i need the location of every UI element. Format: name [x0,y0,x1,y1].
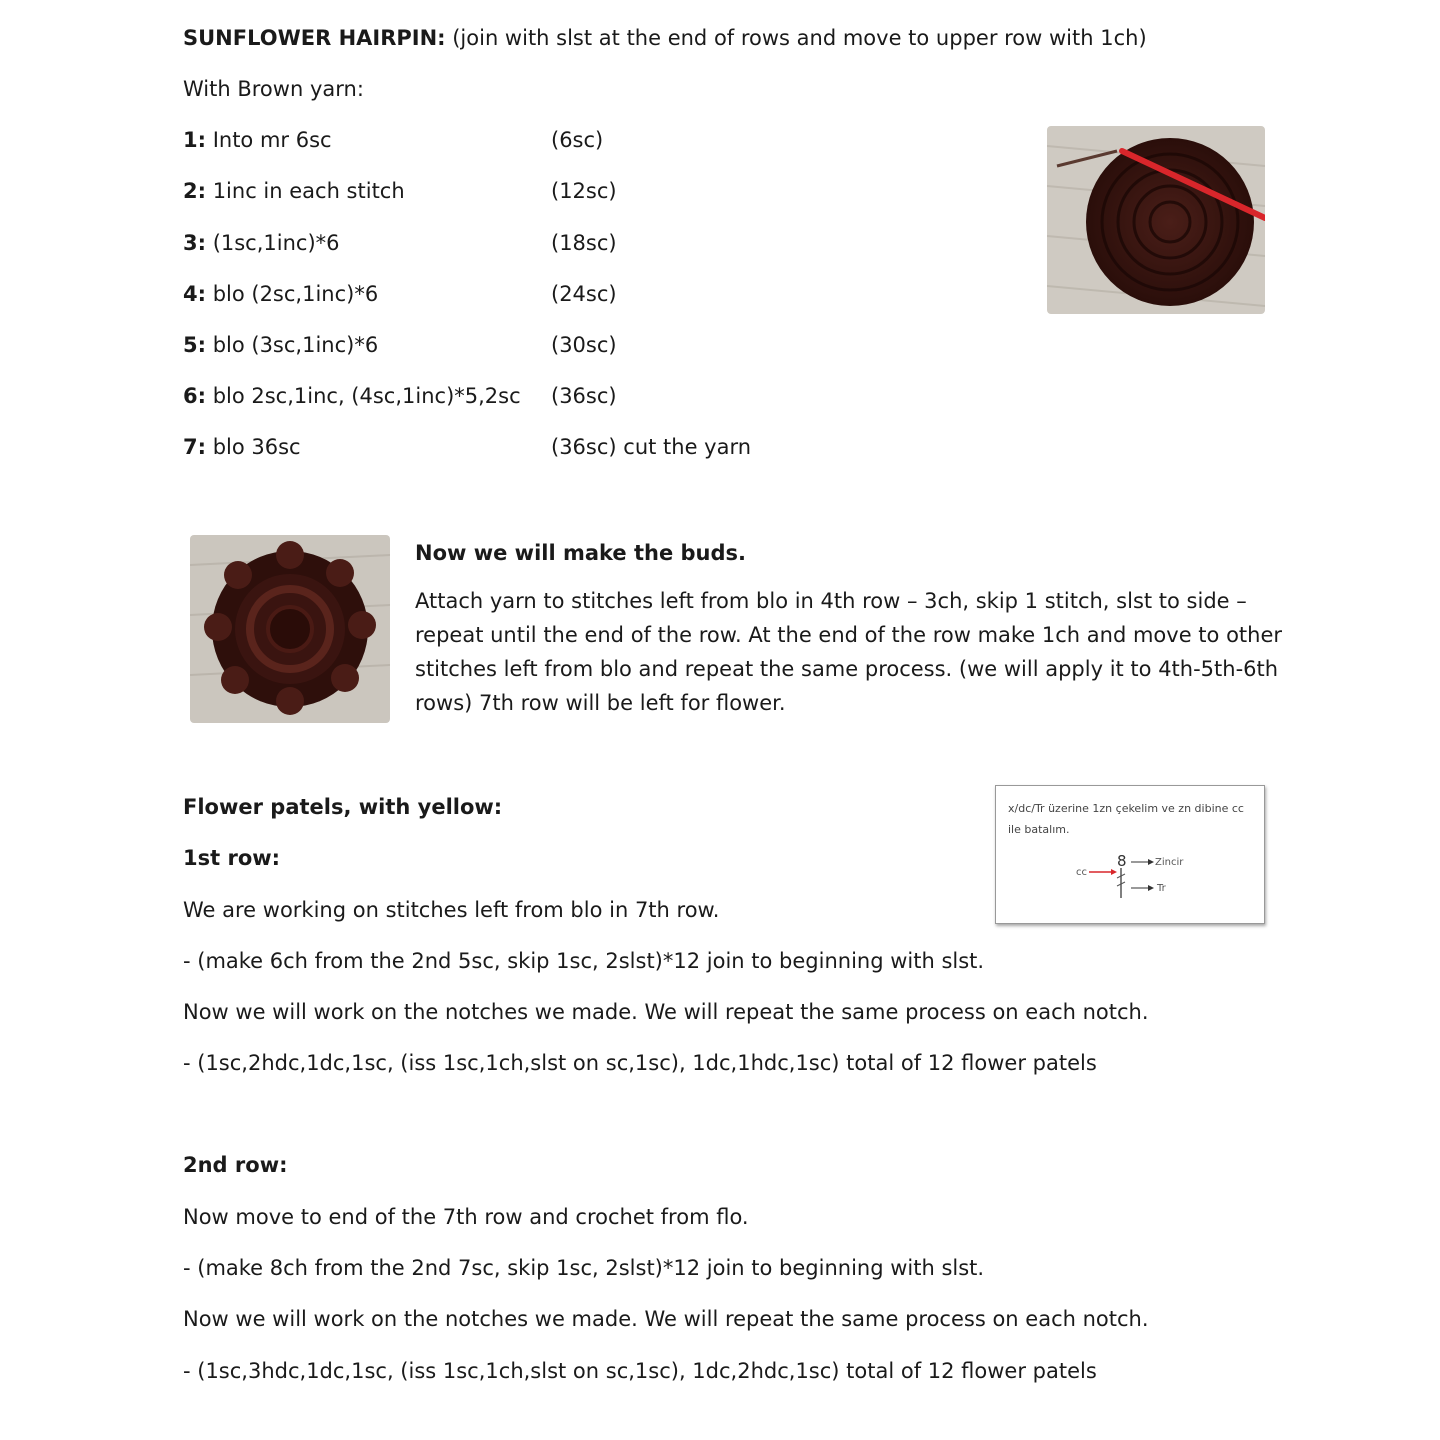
diagram-label-zincir: Zincir [1155,857,1184,868]
title-heading: SUNFLOWER HAIRPIN: [183,26,446,50]
pattern-row-3: 3: (1sc,1inc)*6 (18sc) [183,231,617,255]
row1-line: - (make 6ch from the 2nd 5sc, skip 1sc, 2slst)*12 join to beginning with slst. [183,949,985,973]
intro-text: With Brown yarn: [183,77,364,101]
row-result: (6sc) [551,128,604,152]
pattern-row-7: 7: blo 36sc (36sc) cut the yarn [183,435,752,459]
row2-line: Now we will work on the notches we made. We will repeat the same process on each notch. [183,1307,1149,1331]
pattern-row-4: 4: blo (2sc,1inc)*6 (24sc) [183,282,617,306]
diagram-label-tr: Tr [1157,883,1166,894]
row2-line: - (make 8ch from the 2nd 7sc, skip 1sc, 2slst)*12 join to beginning with slst. [183,1256,985,1280]
diagram-caption: x/dc/Tr üzerine 1zn çekelim ve zn dibine cc ile batalım. [1008,802,1244,836]
bud-flower-photo [190,535,390,723]
petals-heading: Flower patels, with yellow: [183,795,503,819]
row-result: (12sc) [551,179,617,203]
pattern-row-1: 1: Into mr 6sc (6sc) [183,128,604,152]
title-note: (join with slst at the end of rows and move to upper row with 1ch) [445,26,1147,50]
row1-line: We are working on stitches left from blo in 7th row. [183,898,720,922]
row2-line: Now move to end of the 7th row and crochet from flo. [183,1205,749,1229]
row-result: (30sc) [551,333,617,357]
row-result: (36sc) cut the yarn [551,435,752,459]
page-title [183,24,1147,52]
row-result: (36sc) [551,384,617,408]
row-result: (24sc) [551,282,617,306]
pattern-row-5: 5: blo (3sc,1inc)*6 (30sc) [183,333,617,357]
row2-heading: 2nd row: [183,1153,288,1177]
diagram-label-cc: cc [1076,867,1087,878]
brown-disc-photo [1047,126,1265,314]
chain-symbol: 8 [1117,852,1127,870]
pattern-row-2: 2: 1inc in each stitch (12sc) [183,179,617,203]
row1-line: - (1sc,2hdc,1dc,1sc, (iss 1sc,1ch,slst on sc,1sc), 1dc,1hdc,1sc) total of 12 flower patels [183,1051,1097,1075]
pattern-row-6: 6: blo 2sc,1inc, (4sc,1inc)*5,2sc (36sc) [183,384,617,408]
row1-line: Now we will work on the notches we made. We will repeat the same process on each notch. [183,1000,1149,1024]
row1-heading: 1st row: [183,846,281,870]
buds-instructions: Attach yarn to stitches left from blo in 4th row – 3ch, skip 1 stitch, slst to side – repeat until the end of the row. At the end of the row make 1ch and move to other stitches left from blo and repeat the same process. (we will apply it to 4th-5th-6th rows) 7th row will be left for flower. [415,589,1283,715]
row2-line: - (1sc,3hdc,1dc,1sc, (iss 1sc,1ch,slst on sc,1sc), 1dc,2hdc,1sc) total of 12 flower patels [183,1359,1097,1383]
row-result: (18sc) [551,231,617,255]
stitch-diagram [995,785,1265,924]
buds-heading: Now we will make the buds. [415,541,747,565]
